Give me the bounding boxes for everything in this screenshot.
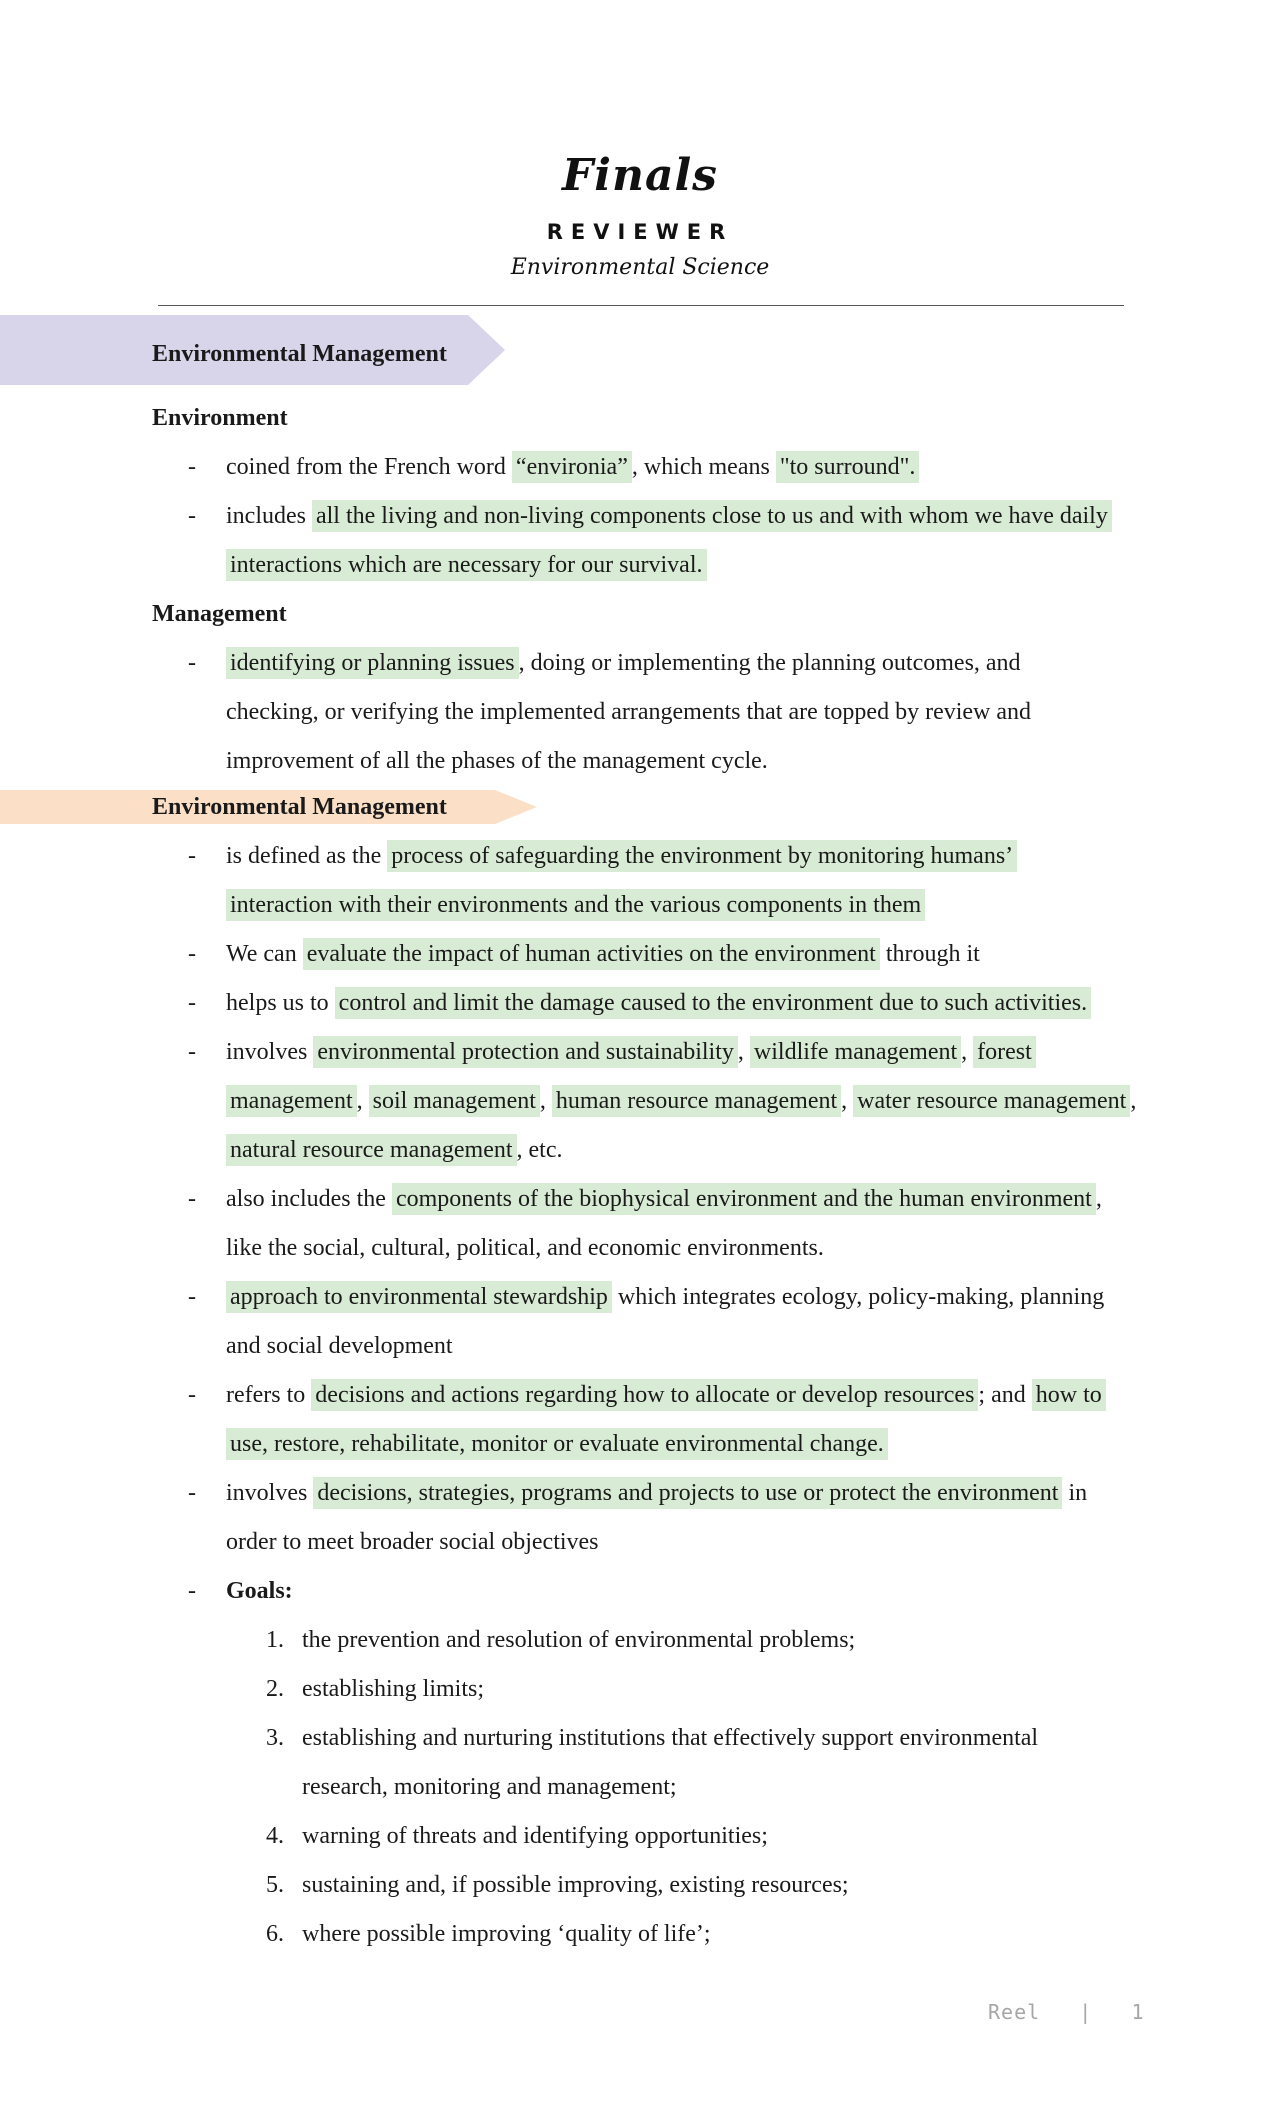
bullet-em-5-cont: like the social, cultural, political, and economic environments. — [226, 1235, 824, 1261]
bullet-em-4-cont: management , soil management , human resource management , water resource management , — [226, 1077, 1136, 1126]
goal-item: establishing limits; — [302, 1676, 485, 1702]
bullet-em-1: is defined as the process of safeguarding the environment by monitoring humans’ — [226, 832, 1017, 881]
page-footer — [988, 2000, 1145, 2024]
footer-separator: | — [1079, 2000, 1093, 2024]
bullet-dash: - — [188, 843, 196, 869]
footer-label: Reel — [988, 2000, 1041, 2024]
bullet-em-8-cont: order to meet broader social objectives — [226, 1529, 599, 1555]
header-divider — [158, 305, 1124, 306]
highlight: “environia” — [512, 451, 632, 483]
bullet-dash: - — [188, 1186, 196, 1212]
goal-item: sustaining and, if possible improving, existing resources; — [302, 1872, 849, 1898]
heading-management: Management — [152, 601, 287, 627]
bullet-em-3: helps us to control and limit the damage caused to the environment due to such activities. — [226, 979, 1091, 1028]
heading-environmental-management: Environmental Management — [152, 794, 447, 820]
goal-item-cont: research, monitoring and management; — [302, 1774, 677, 1800]
section-heading: Environmental Management — [152, 341, 447, 367]
highlight: "to surround". — [776, 451, 920, 483]
goal-number: 1. — [266, 1627, 284, 1653]
bullet-environment-2-cont — [226, 541, 707, 590]
highlight: use, restore, rehabilitate, monitor or evaluate environmental change. — [226, 1428, 888, 1460]
bullet-em-7-cont — [226, 1420, 888, 1469]
bullet-management-1: identifying or planning issues , doing or implementing the planning outcomes, and — [226, 639, 1021, 688]
highlight: decisions and actions regarding how to allocate or develop resources — [311, 1379, 978, 1411]
highlight: environmental protection and sustainability — [313, 1036, 738, 1068]
bullet-environment-1: coined from the French word “environia” , which means "to surround". — [226, 443, 919, 492]
bullet-em-2: We can evaluate the impact of human activities on the environment through it — [226, 930, 980, 979]
bullet-dash: - — [188, 990, 196, 1016]
highlight: process of safeguarding the environment by monitoring humans’ — [387, 840, 1017, 872]
highlight: forest — [973, 1036, 1036, 1068]
bullet-dash: - — [188, 1480, 196, 1506]
bullet-dash: - — [188, 454, 196, 480]
bullet-em-4: involves environmental protection and sustainability , wildlife management , forest — [226, 1028, 1036, 1077]
highlight: identifying or planning issues — [226, 647, 519, 679]
document-title: Finals — [562, 150, 718, 201]
bullet-dash: - — [188, 1039, 196, 1065]
bullet-management-1-cont: improvement of all the phases of the management cycle. — [226, 748, 768, 774]
bullet-em-4-cont: natural resource management , etc. — [226, 1126, 563, 1175]
goals-label: Goals: — [226, 1578, 293, 1604]
bullet-em-6-cont: and social development — [226, 1333, 453, 1359]
goal-item: where possible improving ‘quality of life’; — [302, 1921, 711, 1947]
goal-item: warning of threats and identifying opportunities; — [302, 1823, 768, 1849]
page-number: 1 — [1131, 2000, 1145, 2024]
highlight: water resource management — [853, 1085, 1130, 1117]
highlight: components of the biophysical environment and the human environment — [392, 1183, 1096, 1215]
highlight: human resource management — [552, 1085, 841, 1117]
bullet-dash: - — [188, 1284, 196, 1310]
highlight: evaluate the impact of human activities on the environment — [303, 938, 880, 970]
bullet-em-1-cont — [226, 881, 925, 930]
highlight: interactions which are necessary for our survival. — [226, 549, 707, 581]
goal-number: 5. — [266, 1872, 284, 1898]
goal-number: 6. — [266, 1921, 284, 1947]
bullet-environment-2: includes all the living and non-living components close to us and with whom we have daily — [226, 492, 1112, 541]
goal-number: 3. — [266, 1725, 284, 1751]
bullet-em-5: also includes the components of the biophysical environment and the human environment , — [226, 1175, 1102, 1224]
highlight: how to — [1032, 1379, 1106, 1411]
course-name: Environmental Science — [510, 255, 770, 280]
bullet-dash: - — [188, 650, 196, 676]
highlight: interaction with their environments and the various components in them — [226, 889, 925, 921]
bullet-management-1-cont: checking, or verifying the implemented arrangements that are topped by review and — [226, 699, 1032, 725]
heading-environment: Environment — [152, 405, 288, 431]
goal-item: establishing and nurturing institutions that effectively support environmental — [302, 1725, 1039, 1751]
highlight: natural resource management — [226, 1134, 517, 1166]
highlight: wildlife management — [750, 1036, 961, 1068]
highlight: all the living and non-living components close to us and with whom we have daily — [312, 500, 1112, 532]
bullet-em-7: refers to decisions and actions regarding how to allocate or develop resources ; and how to — [226, 1371, 1106, 1420]
document-subtitle: REVIEWER — [546, 220, 734, 244]
bullet-em-6: approach to environmental stewardship which integrates ecology, policy-making, planning — [226, 1273, 1104, 1322]
bullet-dash: - — [188, 1578, 196, 1604]
goal-number: 4. — [266, 1823, 284, 1849]
goal-number: 2. — [266, 1676, 284, 1702]
bullet-dash: - — [188, 1382, 196, 1408]
bullet-dash: - — [188, 941, 196, 967]
bullet-dash: - — [188, 503, 196, 529]
highlight: control and limit the damage caused to the environment due to such activities. — [335, 987, 1091, 1019]
bullet-em-8: involves decisions, strategies, programs and projects to use or protect the environment in — [226, 1469, 1087, 1518]
highlight: management — [226, 1085, 357, 1117]
highlight: decisions, strategies, programs and projects to use or protect the environment — [313, 1477, 1062, 1509]
goal-item: the prevention and resolution of environmental problems; — [302, 1627, 856, 1653]
highlight: approach to environmental stewardship — [226, 1281, 612, 1313]
highlight: soil management — [369, 1085, 540, 1117]
